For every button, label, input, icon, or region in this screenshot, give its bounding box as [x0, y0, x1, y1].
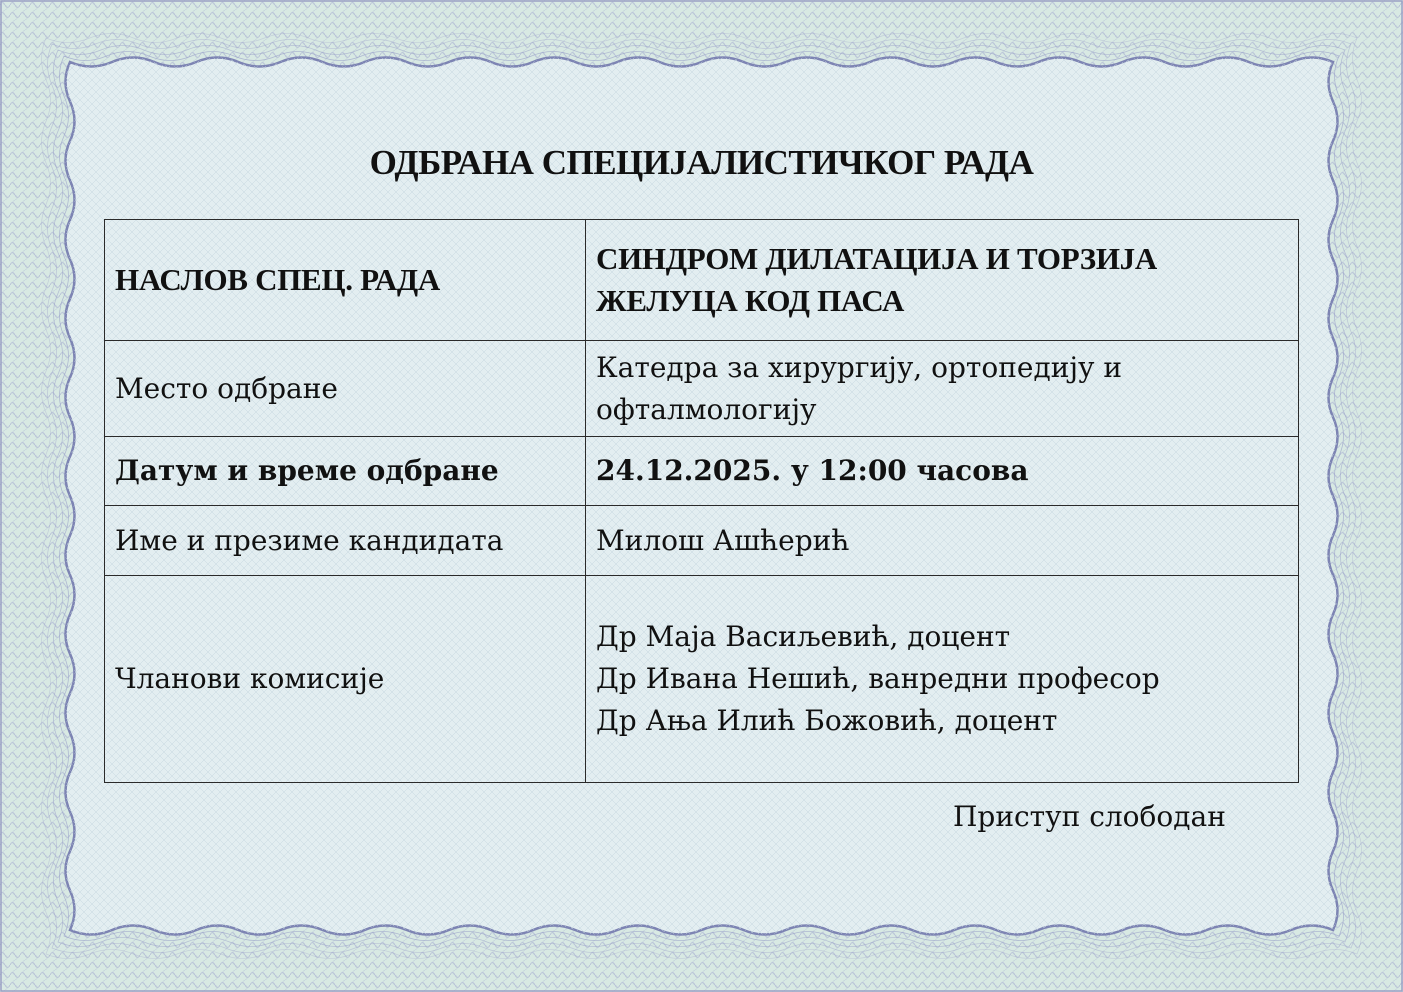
- value-defense-datetime: 24.12.2025. у 12:00 часова: [586, 437, 1299, 506]
- table-row-defense-place: [105, 341, 1299, 437]
- value-thesis-title: СИНДРОМ ДИЛАТАЦИЈА И ТОРЗИЈА ЖЕЛУЦА КОД ПАСА: [586, 220, 1299, 341]
- page-title: ОДБРАНА СПЕЦИЈАЛИСТИЧКОГ РАДА: [369, 143, 1034, 182]
- label-committee: Чланови комисије: [105, 576, 586, 783]
- committee-member: Др Ивана Нешић, ванредни професор: [596, 662, 1160, 695]
- label-candidate-name: Име и презиме кандидата: [105, 506, 586, 576]
- value-candidate-name: Милош Ашћерић: [586, 506, 1299, 576]
- table-row-defense-datetime: [105, 437, 1299, 506]
- table-row-candidate-name: [105, 506, 1299, 576]
- committee-member: Др Ања Илић Божовић, доцент: [596, 704, 1058, 737]
- label-defense-place: Место одбране: [105, 341, 586, 437]
- access-note: Приступ слободан: [953, 800, 1226, 833]
- defense-info-table: [104, 219, 1299, 783]
- value-committee: [586, 576, 1299, 783]
- committee-member: Др Маја Васиљевић, доцент: [596, 620, 1011, 653]
- value-defense-place: Катедра за хирургију, ортопедију и офталмологију: [586, 341, 1299, 437]
- label-defense-datetime: Датум и време одбране: [105, 437, 586, 506]
- table-row-committee: [105, 576, 1299, 783]
- label-thesis-title: НАСЛОВ СПЕЦ. РАДА: [105, 220, 586, 341]
- table-row-thesis-title: [105, 220, 1299, 341]
